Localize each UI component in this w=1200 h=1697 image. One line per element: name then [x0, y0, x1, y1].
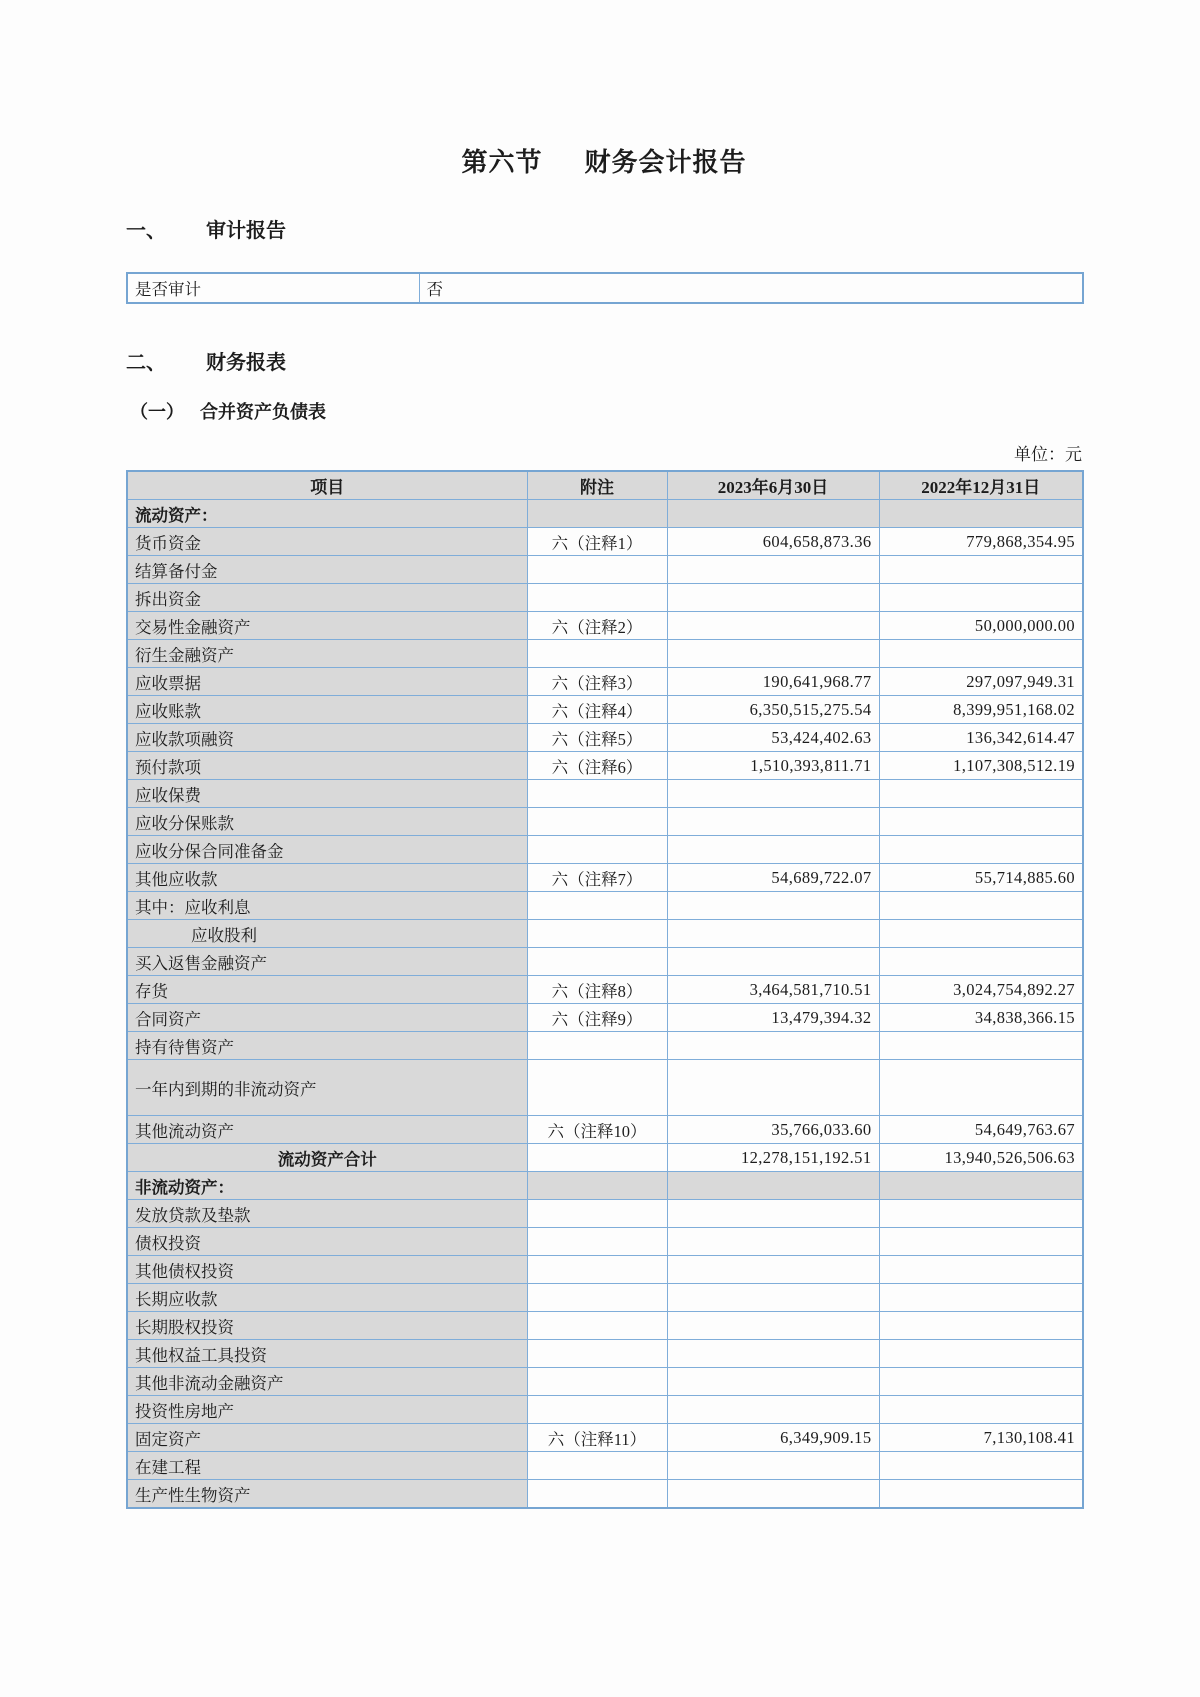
note-cell [527, 1060, 667, 1116]
value-2023-cell: 3,464,581,710.51 [667, 976, 879, 1004]
item-cell: 在建工程 [127, 1452, 527, 1480]
value-2022-cell [879, 1060, 1083, 1116]
balance-row-data [127, 1396, 1083, 1424]
item-cell: 其他非流动金融资产 [127, 1368, 527, 1396]
item-cell: 投资性房地产 [127, 1396, 527, 1424]
value-2023-cell [667, 1256, 879, 1284]
value-2023-cell: 190,641,968.77 [667, 668, 879, 696]
heading-balance-number: （一） [130, 402, 184, 422]
note-cell [527, 1228, 667, 1256]
note-cell: 六（注释6） [527, 752, 667, 780]
value-2022-cell [879, 1172, 1083, 1200]
item-cell: 一年内到期的非流动资产 [127, 1060, 527, 1116]
value-2023-cell [667, 640, 879, 668]
value-2023-cell: 13,479,394.32 [667, 1004, 879, 1032]
note-cell [527, 1340, 667, 1368]
note-cell [527, 500, 667, 528]
value-2023-cell [667, 1396, 879, 1424]
item-cell: 合同资产 [127, 1004, 527, 1032]
balance-row-data [127, 640, 1083, 668]
value-2023-cell [667, 1368, 879, 1396]
value-2022-cell: 136,342,614.47 [879, 724, 1083, 752]
balance-row-data [127, 612, 1083, 640]
balance-row-data [127, 724, 1083, 752]
heading-balance-label: 合并资产负债表 [200, 402, 326, 422]
note-cell [527, 836, 667, 864]
note-cell: 六（注释2） [527, 612, 667, 640]
note-cell: 六（注释7） [527, 864, 667, 892]
balance-row-data [127, 1256, 1083, 1284]
note-cell: 六（注释8） [527, 976, 667, 1004]
note-cell [527, 808, 667, 836]
item-cell: 流动资产合计 [127, 1144, 527, 1172]
value-2022-cell [879, 500, 1083, 528]
document-title-section-number: 第六节 [461, 147, 543, 177]
value-2023-cell [667, 1060, 879, 1116]
item-cell: 应收分保合同准备金 [127, 836, 527, 864]
unit-label: 单位：元 [1014, 445, 1082, 464]
note-cell: 六（注释4） [527, 696, 667, 724]
item-cell: 非流动资产： [127, 1172, 527, 1200]
value-2022-cell: 34,838,366.15 [879, 1004, 1083, 1032]
value-2022-cell [879, 1256, 1083, 1284]
note-cell: 六（注释10） [527, 1116, 667, 1144]
value-2022-cell: 50,000,000.00 [879, 612, 1083, 640]
balance-row-data [127, 1284, 1083, 1312]
note-cell [527, 1032, 667, 1060]
heading-statements-label: 财务报表 [206, 352, 286, 374]
balance-row-data [127, 808, 1083, 836]
balance-row-data [127, 1116, 1083, 1144]
value-2023-cell: 1,510,393,811.71 [667, 752, 879, 780]
value-2022-cell: 8,399,951,168.02 [879, 696, 1083, 724]
note-cell [527, 556, 667, 584]
value-2022-cell: 13,940,526,506.63 [879, 1144, 1083, 1172]
item-cell: 流动资产： [127, 500, 527, 528]
value-2022-cell [879, 556, 1083, 584]
balance-row-data [127, 864, 1083, 892]
item-cell: 应收保费 [127, 780, 527, 808]
note-cell [527, 1200, 667, 1228]
value-2022-cell [879, 584, 1083, 612]
note-cell [527, 1480, 667, 1509]
note-cell: 六（注释11） [527, 1424, 667, 1452]
value-2022-cell [879, 1032, 1083, 1060]
balance-row-data [127, 948, 1083, 976]
audit-table-row [127, 273, 1083, 303]
document-title [126, 145, 1082, 179]
item-cell: 其他权益工具投资 [127, 1340, 527, 1368]
value-2023-cell [667, 1172, 879, 1200]
value-2022-cell [879, 920, 1083, 948]
value-2022-cell [879, 1228, 1083, 1256]
item-cell: 货币资金 [127, 528, 527, 556]
value-2023-cell [667, 1284, 879, 1312]
note-cell [527, 948, 667, 976]
value-2022-cell: 779,868,354.95 [879, 528, 1083, 556]
value-2023-cell: 12,278,151,192.51 [667, 1144, 879, 1172]
value-2022-cell [879, 808, 1083, 836]
balance-row-section [127, 1172, 1083, 1200]
item-cell: 其他流动资产 [127, 1116, 527, 1144]
value-2023-cell [667, 780, 879, 808]
value-2023-cell [667, 836, 879, 864]
value-2023-cell: 6,350,515,275.54 [667, 696, 879, 724]
note-cell [527, 1368, 667, 1396]
heading-balance-sheet [126, 400, 1082, 424]
value-2023-cell [667, 948, 879, 976]
value-2022-cell [879, 1396, 1083, 1424]
document-title-text: 财务会计报告 [584, 147, 747, 177]
header-2023: 2023年6月30日 [667, 471, 879, 500]
audit-answer-cell: 否 [419, 273, 1083, 303]
value-2022-cell [879, 892, 1083, 920]
item-cell: 预付款项 [127, 752, 527, 780]
value-2023-cell [667, 1228, 879, 1256]
note-cell: 六（注释1） [527, 528, 667, 556]
value-2022-cell [879, 1480, 1083, 1509]
value-2022-cell: 55,714,885.60 [879, 864, 1083, 892]
note-cell [527, 1452, 667, 1480]
note-cell [527, 920, 667, 948]
note-cell [527, 1396, 667, 1424]
item-cell: 买入返售金融资产 [127, 948, 527, 976]
heading-statements-number: 二、 [126, 352, 166, 374]
item-cell: 发放贷款及垫款 [127, 1200, 527, 1228]
value-2023-cell [667, 584, 879, 612]
heading-audit-report [126, 218, 1082, 244]
balance-row-data [127, 528, 1083, 556]
heading-audit-label: 审计报告 [206, 220, 286, 242]
balance-row-total [127, 1144, 1083, 1172]
balance-row-data [127, 752, 1083, 780]
item-cell: 应收账款 [127, 696, 527, 724]
header-item: 项目 [127, 471, 527, 500]
value-2023-cell: 35,766,033.60 [667, 1116, 879, 1144]
item-cell: 应收股利 [127, 920, 527, 948]
value-2022-cell [879, 836, 1083, 864]
note-cell [527, 1172, 667, 1200]
value-2023-cell [667, 612, 879, 640]
note-cell [527, 780, 667, 808]
balance-row-data [127, 1004, 1083, 1032]
item-cell: 其他应收款 [127, 864, 527, 892]
heading-financial-statements [126, 350, 1082, 376]
item-cell: 结算备付金 [127, 556, 527, 584]
value-2023-cell [667, 920, 879, 948]
item-cell: 固定资产 [127, 1424, 527, 1452]
item-cell: 债权投资 [127, 1228, 527, 1256]
balance-row-data [127, 1424, 1083, 1452]
note-cell [527, 892, 667, 920]
balance-row-data [127, 1340, 1083, 1368]
note-cell [527, 640, 667, 668]
balance-sheet-table [126, 470, 1084, 1509]
note-cell: 六（注释3） [527, 668, 667, 696]
value-2023-cell [667, 1480, 879, 1509]
value-2022-cell [879, 1340, 1083, 1368]
note-cell: 六（注释9） [527, 1004, 667, 1032]
item-cell: 其中：应收利息 [127, 892, 527, 920]
value-2023-cell [667, 1312, 879, 1340]
balance-row-data [127, 696, 1083, 724]
balance-row-data [127, 780, 1083, 808]
balance-row-data [127, 1312, 1083, 1340]
balance-row-data [127, 1200, 1083, 1228]
balance-row-data [127, 976, 1083, 1004]
value-2022-cell [879, 1200, 1083, 1228]
balance-row-data [127, 1228, 1083, 1256]
value-2022-cell: 7,130,108.41 [879, 1424, 1083, 1452]
value-2023-cell: 54,689,722.07 [667, 864, 879, 892]
value-2022-cell: 3,024,754,892.27 [879, 976, 1083, 1004]
balance-row-data [127, 1032, 1083, 1060]
item-cell: 衍生金融资产 [127, 640, 527, 668]
value-2022-cell [879, 1452, 1083, 1480]
item-cell: 持有待售资产 [127, 1032, 527, 1060]
header-2022: 2022年12月31日 [879, 471, 1083, 500]
balance-row-data [127, 892, 1083, 920]
value-2023-cell [667, 500, 879, 528]
item-cell: 存货 [127, 976, 527, 1004]
item-cell: 应收分保账款 [127, 808, 527, 836]
value-2022-cell [879, 1312, 1083, 1340]
item-cell: 交易性金融资产 [127, 612, 527, 640]
page-content [126, 0, 1082, 1509]
note-cell [527, 1312, 667, 1340]
value-2022-cell [879, 640, 1083, 668]
balance-row-data [127, 1452, 1083, 1480]
value-2023-cell [667, 808, 879, 836]
value-2023-cell [667, 556, 879, 584]
balance-row-data [127, 836, 1083, 864]
balance-row-data [127, 1480, 1083, 1509]
balance-row-data [127, 584, 1083, 612]
value-2023-cell: 6,349,909.15 [667, 1424, 879, 1452]
value-2023-cell [667, 892, 879, 920]
value-2022-cell [879, 1368, 1083, 1396]
value-2023-cell [667, 1032, 879, 1060]
audit-table [126, 272, 1084, 304]
value-2022-cell: 1,107,308,512.19 [879, 752, 1083, 780]
value-2022-cell [879, 948, 1083, 976]
value-2022-cell [879, 1284, 1083, 1312]
item-cell: 其他债权投资 [127, 1256, 527, 1284]
value-2023-cell: 604,658,873.36 [667, 528, 879, 556]
item-cell: 应收票据 [127, 668, 527, 696]
item-cell: 长期股权投资 [127, 1312, 527, 1340]
balance-row-section [127, 500, 1083, 528]
item-cell: 拆出资金 [127, 584, 527, 612]
item-cell: 生产性生物资产 [127, 1480, 527, 1509]
value-2023-cell: 53,424,402.63 [667, 724, 879, 752]
balance-row-data [127, 556, 1083, 584]
balance-row-data [127, 1060, 1083, 1116]
balance-header-row [127, 471, 1083, 500]
note-cell [527, 1144, 667, 1172]
note-cell [527, 584, 667, 612]
audit-question-cell: 是否审计 [127, 273, 419, 303]
item-cell: 应收款项融资 [127, 724, 527, 752]
heading-audit-number: 一、 [126, 220, 166, 242]
value-2023-cell [667, 1340, 879, 1368]
header-note: 附注 [527, 471, 667, 500]
value-2023-cell [667, 1452, 879, 1480]
balance-row-data [127, 668, 1083, 696]
item-cell: 长期应收款 [127, 1284, 527, 1312]
value-2022-cell: 54,649,763.67 [879, 1116, 1083, 1144]
note-cell [527, 1284, 667, 1312]
note-cell: 六（注释5） [527, 724, 667, 752]
value-2023-cell [667, 1200, 879, 1228]
balance-row-data [127, 920, 1083, 948]
note-cell [527, 1256, 667, 1284]
value-2022-cell [879, 780, 1083, 808]
balance-row-data [127, 1368, 1083, 1396]
value-2022-cell: 297,097,949.31 [879, 668, 1083, 696]
